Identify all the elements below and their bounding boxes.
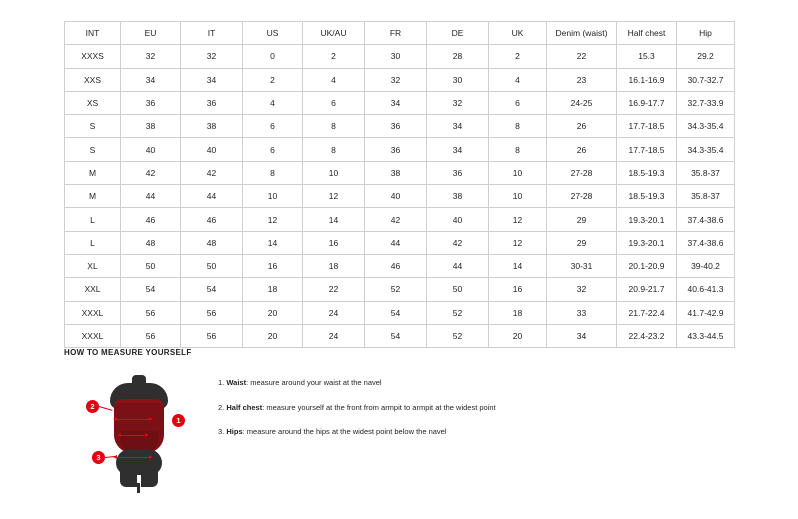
cell-half-chest: 19.3-20.1 xyxy=(617,231,677,254)
cell-hip: 39-40.2 xyxy=(677,254,735,277)
cell-de: 50 xyxy=(427,278,489,301)
cell-hip: 40.6-41.3 xyxy=(677,278,735,301)
table-row xyxy=(65,185,735,208)
cell-denim-waist: 29 xyxy=(547,231,617,254)
table-row xyxy=(65,231,735,254)
cell-fr: 54 xyxy=(365,301,427,324)
table-header-row xyxy=(65,22,735,45)
cell-eu: 42 xyxy=(121,161,181,184)
note-term-2: Half chest xyxy=(226,402,263,412)
cell-fr: 34 xyxy=(365,91,427,114)
cell-half-chest: 19.3-20.1 xyxy=(617,208,677,231)
mannequin-diagram xyxy=(86,373,196,493)
cell-hip: 41.7-42.9 xyxy=(677,301,735,324)
list-item xyxy=(218,428,496,436)
table-row xyxy=(65,45,735,68)
cell-denim-waist: 27-28 xyxy=(547,185,617,208)
how-to-measure-title: HOW TO MEASURE YOURSELF xyxy=(64,348,192,357)
cell-hip: 37.4-38.6 xyxy=(677,231,735,254)
cell-denim-waist: 23 xyxy=(547,68,617,91)
waist-measure-arrow-icon xyxy=(120,435,146,436)
cell-uk: 4 xyxy=(489,68,547,91)
table-row xyxy=(65,254,735,277)
cell-int: XL xyxy=(65,254,121,277)
cell-int: L xyxy=(65,231,121,254)
cell-us: 8 xyxy=(243,161,303,184)
table-row xyxy=(65,324,735,347)
cell-denim-waist: 26 xyxy=(547,115,617,138)
cell-eu: 48 xyxy=(121,231,181,254)
cell-hip: 30.7-32.7 xyxy=(677,68,735,91)
cell-half-chest: 18.5-19.3 xyxy=(617,185,677,208)
cell-de: 36 xyxy=(427,161,489,184)
cell-uk-au: 24 xyxy=(303,324,365,347)
cell-half-chest: 17.7-18.5 xyxy=(617,138,677,161)
cell-half-chest: 20.9-21.7 xyxy=(617,278,677,301)
cell-de: 30 xyxy=(427,68,489,91)
cell-de: 44 xyxy=(427,254,489,277)
table-row xyxy=(65,115,735,138)
cell-us: 2 xyxy=(243,68,303,91)
table-row xyxy=(65,208,735,231)
size-chart-container xyxy=(64,21,734,348)
column-header-fr: FR xyxy=(365,22,427,45)
cell-eu: 38 xyxy=(121,115,181,138)
cell-denim-waist: 30-31 xyxy=(547,254,617,277)
cell-uk: 12 xyxy=(489,231,547,254)
cell-eu: 40 xyxy=(121,138,181,161)
cell-int: S xyxy=(65,138,121,161)
cell-fr: 46 xyxy=(365,254,427,277)
cell-us: 6 xyxy=(243,138,303,161)
cell-hip: 43.3-44.5 xyxy=(677,324,735,347)
cell-it: 46 xyxy=(181,208,243,231)
cell-eu: 54 xyxy=(121,278,181,301)
cell-eu: 50 xyxy=(121,254,181,277)
cell-eu: 56 xyxy=(121,301,181,324)
column-header-half-chest: Half chest xyxy=(617,22,677,45)
cell-hip: 35.8-37 xyxy=(677,185,735,208)
note-number-2: 2. xyxy=(218,402,225,412)
cell-uk-au: 8 xyxy=(303,138,365,161)
cell-fr: 54 xyxy=(365,324,427,347)
cell-de: 28 xyxy=(427,45,489,68)
size-chart-table xyxy=(64,21,735,348)
note-number-1: 1. xyxy=(218,378,225,387)
cell-it: 56 xyxy=(181,324,243,347)
column-header-us: US xyxy=(243,22,303,45)
cell-int: XXS xyxy=(65,68,121,91)
cell-uk: 14 xyxy=(489,254,547,277)
cell-int: XXL xyxy=(65,278,121,301)
callout-marker-1: 1 xyxy=(172,414,185,427)
cell-it: 32 xyxy=(181,45,243,68)
cell-eu: 32 xyxy=(121,45,181,68)
measure-instructions-list xyxy=(218,373,496,453)
table-row xyxy=(65,278,735,301)
cell-de: 34 xyxy=(427,115,489,138)
hips-measure-arrow-icon xyxy=(116,457,150,458)
column-header-de: DE xyxy=(427,22,489,45)
cell-uk: 10 xyxy=(489,185,547,208)
cell-fr: 36 xyxy=(365,138,427,161)
how-to-measure-body xyxy=(64,373,734,493)
cell-half-chest: 22.4-23.2 xyxy=(617,324,677,347)
cell-denim-waist: 33 xyxy=(547,301,617,324)
callout-marker-3: 3 xyxy=(92,451,105,464)
cell-us: 12 xyxy=(243,208,303,231)
column-header-uk-au: UK/AU xyxy=(303,22,365,45)
cell-eu: 46 xyxy=(121,208,181,231)
cell-denim-waist: 26 xyxy=(547,138,617,161)
cell-it: 54 xyxy=(181,278,243,301)
cell-uk-au: 10 xyxy=(303,161,365,184)
cell-hip: 32.7-33.9 xyxy=(677,91,735,114)
cell-int: L xyxy=(65,208,121,231)
table-row xyxy=(65,161,735,184)
cell-eu: 56 xyxy=(121,324,181,347)
cell-us: 14 xyxy=(243,231,303,254)
cell-uk: 16 xyxy=(489,278,547,301)
cell-hip: 35.8-37 xyxy=(677,161,735,184)
cell-de: 52 xyxy=(427,301,489,324)
cell-uk: 10 xyxy=(489,161,547,184)
note-term-1: Waist xyxy=(226,378,247,387)
cell-us: 4 xyxy=(243,91,303,114)
cell-denim-waist: 24-25 xyxy=(547,91,617,114)
column-header-uk: UK xyxy=(489,22,547,45)
cell-fr: 42 xyxy=(365,208,427,231)
cell-int: XXXL xyxy=(65,301,121,324)
table-row xyxy=(65,91,735,114)
cell-fr: 52 xyxy=(365,278,427,301)
cell-uk: 6 xyxy=(489,91,547,114)
cell-int: S xyxy=(65,115,121,138)
cell-it: 44 xyxy=(181,185,243,208)
cell-eu: 34 xyxy=(121,68,181,91)
cell-uk: 20 xyxy=(489,324,547,347)
list-item xyxy=(218,379,496,387)
cell-us: 16 xyxy=(243,254,303,277)
cell-uk: 2 xyxy=(489,45,547,68)
cell-it: 34 xyxy=(181,68,243,91)
cell-uk: 8 xyxy=(489,115,547,138)
mannequin-stand xyxy=(137,483,140,493)
cell-eu: 36 xyxy=(121,91,181,114)
cell-fr: 40 xyxy=(365,185,427,208)
cell-it: 48 xyxy=(181,231,243,254)
cell-us: 20 xyxy=(243,324,303,347)
note-text-2: : measure yourself at the front from armpit to armpit at the widest point xyxy=(262,402,496,412)
cell-uk-au: 14 xyxy=(303,208,365,231)
cell-us: 6 xyxy=(243,115,303,138)
cell-int: XXXS xyxy=(65,45,121,68)
cell-denim-waist: 32 xyxy=(547,278,617,301)
cell-uk-au: 18 xyxy=(303,254,365,277)
note-text-1: : measure around your waist at the navel xyxy=(246,378,382,387)
cell-fr: 30 xyxy=(365,45,427,68)
column-header-eu: EU xyxy=(121,22,181,45)
cell-de: 52 xyxy=(427,324,489,347)
cell-half-chest: 18.5-19.3 xyxy=(617,161,677,184)
cell-eu: 44 xyxy=(121,185,181,208)
cell-denim-waist: 34 xyxy=(547,324,617,347)
cell-hip: 34.3-35.4 xyxy=(677,115,735,138)
cell-uk-au: 22 xyxy=(303,278,365,301)
cell-us: 0 xyxy=(243,45,303,68)
list-item xyxy=(218,404,496,412)
cell-hip: 37.4-38.6 xyxy=(677,208,735,231)
cell-de: 32 xyxy=(427,91,489,114)
cell-int: M xyxy=(65,161,121,184)
cell-us: 10 xyxy=(243,185,303,208)
cell-it: 42 xyxy=(181,161,243,184)
cell-int: XS xyxy=(65,91,121,114)
cell-it: 56 xyxy=(181,301,243,324)
cell-de: 38 xyxy=(427,185,489,208)
cell-hip: 29.2 xyxy=(677,45,735,68)
column-header-it: IT xyxy=(181,22,243,45)
table-row xyxy=(65,68,735,91)
cell-half-chest: 20.1-20.9 xyxy=(617,254,677,277)
cell-us: 20 xyxy=(243,301,303,324)
column-header-denim-waist: Denim (waist) xyxy=(547,22,617,45)
callout-marker-2: 2 xyxy=(86,400,99,413)
cell-de: 34 xyxy=(427,138,489,161)
column-header-hip: Hip xyxy=(677,22,735,45)
cell-fr: 36 xyxy=(365,115,427,138)
note-number-3: 3. xyxy=(218,427,225,436)
cell-denim-waist: 22 xyxy=(547,45,617,68)
cell-hip: 34.3-35.4 xyxy=(677,138,735,161)
cell-uk-au: 6 xyxy=(303,91,365,114)
cell-denim-waist: 29 xyxy=(547,208,617,231)
cell-fr: 38 xyxy=(365,161,427,184)
cell-half-chest: 15.3 xyxy=(617,45,677,68)
cell-uk-au: 2 xyxy=(303,45,365,68)
half-chest-measure-arrow-icon xyxy=(116,419,150,420)
cell-it: 38 xyxy=(181,115,243,138)
cell-uk: 8 xyxy=(489,138,547,161)
cell-half-chest: 17.7-18.5 xyxy=(617,115,677,138)
column-header-int: INT xyxy=(65,22,121,45)
cell-int: M xyxy=(65,185,121,208)
cell-it: 50 xyxy=(181,254,243,277)
note-term-3: Hips xyxy=(226,427,243,436)
cell-us: 18 xyxy=(243,278,303,301)
cell-int: XXXL xyxy=(65,324,121,347)
cell-uk-au: 16 xyxy=(303,231,365,254)
cell-de: 42 xyxy=(427,231,489,254)
note-text-3: : measure around the hips at the widest point below the navel xyxy=(242,427,447,436)
cell-uk-au: 12 xyxy=(303,185,365,208)
cell-uk: 18 xyxy=(489,301,547,324)
cell-denim-waist: 27-28 xyxy=(547,161,617,184)
cell-uk-au: 24 xyxy=(303,301,365,324)
mannequin-figure-icon xyxy=(108,375,170,487)
cell-uk: 12 xyxy=(489,208,547,231)
cell-half-chest: 16.1-16.9 xyxy=(617,68,677,91)
cell-fr: 32 xyxy=(365,68,427,91)
table-row xyxy=(65,138,735,161)
cell-uk-au: 8 xyxy=(303,115,365,138)
how-to-measure-section xyxy=(64,348,734,493)
cell-half-chest: 16.9-17.7 xyxy=(617,91,677,114)
cell-uk-au: 4 xyxy=(303,68,365,91)
cell-it: 36 xyxy=(181,91,243,114)
cell-fr: 44 xyxy=(365,231,427,254)
cell-de: 40 xyxy=(427,208,489,231)
cell-it: 40 xyxy=(181,138,243,161)
cell-half-chest: 21.7-22.4 xyxy=(617,301,677,324)
table-row xyxy=(65,301,735,324)
